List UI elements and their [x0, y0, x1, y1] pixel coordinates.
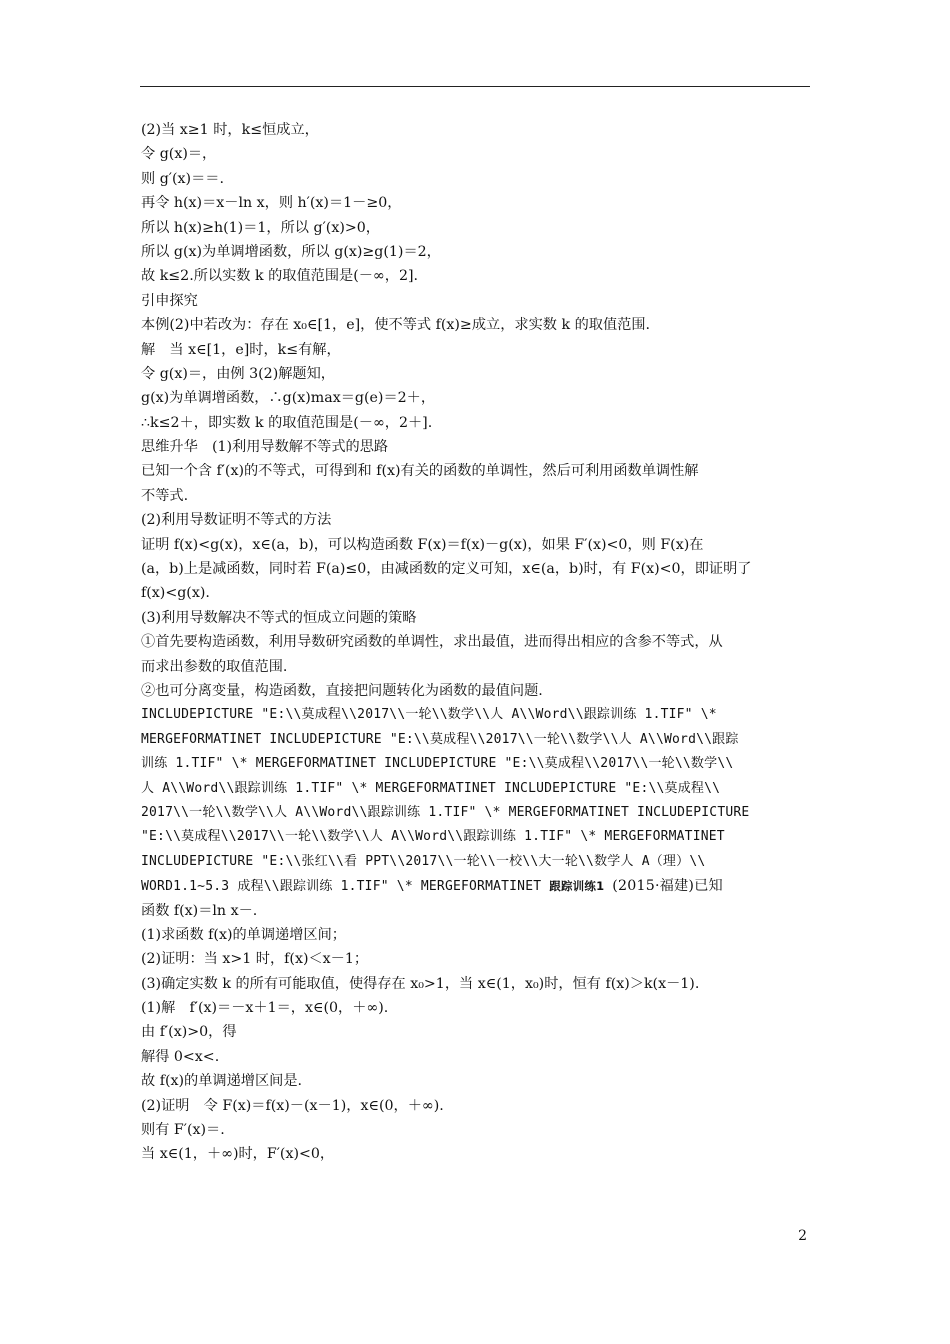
text-line: 当 x∈(1，＋∞)时，F′(x)<0，: [141, 1146, 335, 1163]
field-code-line-with-badge: [141, 874, 811, 898]
text-line: 故 f(x)的单调递增区间是.: [141, 1073, 303, 1090]
text-line: (2)证明：当 x>1 时，f(x)＜x－1；: [141, 951, 369, 968]
field-code-line: MERGEFORMATINET INCLUDEPICTURE "E:\\莫成程\\2017\\一轮\\数学\\人 A\\Word\\跟踪: [141, 731, 739, 747]
text-line: 再令 h(x)＝x－ln x，则 h′(x)＝1－≥0，: [141, 195, 402, 212]
text-line: (2)证明 令 F(x)＝f(x)－(x－1)，x∈(0，＋∞).: [141, 1097, 444, 1114]
text-line: 则 g′(x)＝＝.: [141, 170, 224, 187]
text-line: (2)利用导数证明不等式的方法: [141, 512, 332, 529]
text-line: 而求出参数的取值范围.: [141, 658, 288, 675]
header-rule: [140, 86, 810, 87]
field-code-line: 训练 1.TIF" \* MERGEFORMATINET INCLUDEPICTURE "E:\\莫成程\\2017\\一轮\\数学\\: [141, 756, 734, 772]
text-line: ②也可分离变量，构造函数，直接把问题转化为函数的最值问题.: [141, 682, 543, 699]
text-line: 本例(2)中若改为：存在 x₀∈[1，e]，使不等式 f(x)≥成立，求实数 k 的取值范围.: [141, 317, 651, 334]
document-body: [141, 118, 811, 1167]
text-line: g(x)为单调增函数，∴g(x)max＝g(e)＝2＋，: [141, 390, 436, 407]
field-code-line: "E:\\莫成程\\2017\\一轮\\数学\\人 A\\Word\\跟踪训练 1.TIF" \* MERGEFORMATINET: [141, 829, 725, 845]
text-line: (a，b)上是减函数，同时若 F(a)≤0，由减函数的定义可知，x∈(a，b)时，有 F(x)<0，即证明了: [141, 561, 752, 578]
text-line: 不等式.: [141, 487, 189, 504]
field-code-line: INCLUDEPICTURE "E:\\张红\\看 PPT\\2017\\一轮\\一校\\大一轮\\数学人 A（理）\\: [141, 853, 706, 869]
section-heading: 思维升华 (1)利用导数解不等式的思路: [141, 439, 389, 456]
field-code-line: 人 A\\Word\\跟踪训练 1.TIF" \* MERGEFORMATINET INCLUDEPICTURE "E:\\莫成程\\: [141, 780, 721, 796]
field-code-line: 2017\\一轮\\数学\\人 A\\Word\\跟踪训练 1.TIF" \* MERGEFORMATINET INCLUDEPICTURE: [141, 804, 750, 820]
text-line: (3)确定实数 k 的所有可能取值，使得存在 x₀>1，当 x∈(1，x₀)时，恒有 f(x)＞k(x－1).: [141, 975, 700, 992]
text-line: 所以 g(x)为单调增函数，所以 g(x)≥g(1)＝2，: [141, 243, 441, 260]
text-line: 解 当 x∈[1，e]时，k≤有解，: [141, 341, 341, 358]
text-line: 解得 0<x<.: [141, 1048, 220, 1065]
text-line: (3)利用导数解决不等式的恒成立问题的策略: [141, 609, 417, 626]
text-line: 函数 f(x)＝ln x－.: [141, 902, 258, 919]
text-line: (2015·福建)已知: [612, 878, 723, 895]
text-line: 由 f′(x)>0，得: [141, 1024, 237, 1041]
field-code-line: INCLUDEPICTURE "E:\\莫成程\\2017\\一轮\\数学\\人 A\\Word\\跟踪训练 1.TIF" \*: [141, 707, 717, 723]
text-line: 令 g(x)＝，: [141, 146, 217, 163]
field-code-text: WORD1.1~5.3 成程\\跟踪训练 1.TIF" \* MERGEFORMATINET: [141, 879, 542, 895]
section-heading: 引申探究: [141, 292, 198, 309]
tracking-exercise-badge: 跟踪训练1: [549, 879, 605, 894]
text-line: f(x)<g(x).: [141, 585, 210, 602]
text-line: ∴k≤2＋，即实数 k 的取值范围是(－∞，2＋].: [141, 414, 433, 431]
text-line: 令 g(x)＝，由例 3(2)解题知，: [141, 365, 335, 382]
text-line: ①首先要构造函数，利用导数研究函数的单调性，求出最值，进而得出相应的含参不等式，从: [141, 634, 723, 651]
text-line: 则有 F′(x)＝.: [141, 1122, 225, 1139]
text-line: (2)当 x≥1 时，k≤恒成立，: [141, 122, 319, 138]
text-line: 所以 h(x)≥h(1)＝1，所以 g′(x)>0，: [141, 219, 380, 236]
page-number: 2: [798, 1228, 807, 1244]
text-line: (1)求函数 f(x)的单调递增区间；: [141, 926, 346, 943]
text-line: (1)解 f′(x)＝－x＋1＝，x∈(0，＋∞).: [141, 1000, 389, 1017]
text-line: 已知一个含 f′(x)的不等式，可得到和 f(x)有关的函数的单调性，然后可利用函数单调性解: [141, 463, 699, 480]
text-line: 故 k≤2.所以实数 k 的取值范围是(－∞，2].: [141, 268, 419, 285]
text-line: 证明 f(x)<g(x)，x∈(a，b)，可以构造函数 F(x)＝f(x)－g(x)，如果 F′(x)<0，则 F(x)在: [141, 536, 704, 553]
